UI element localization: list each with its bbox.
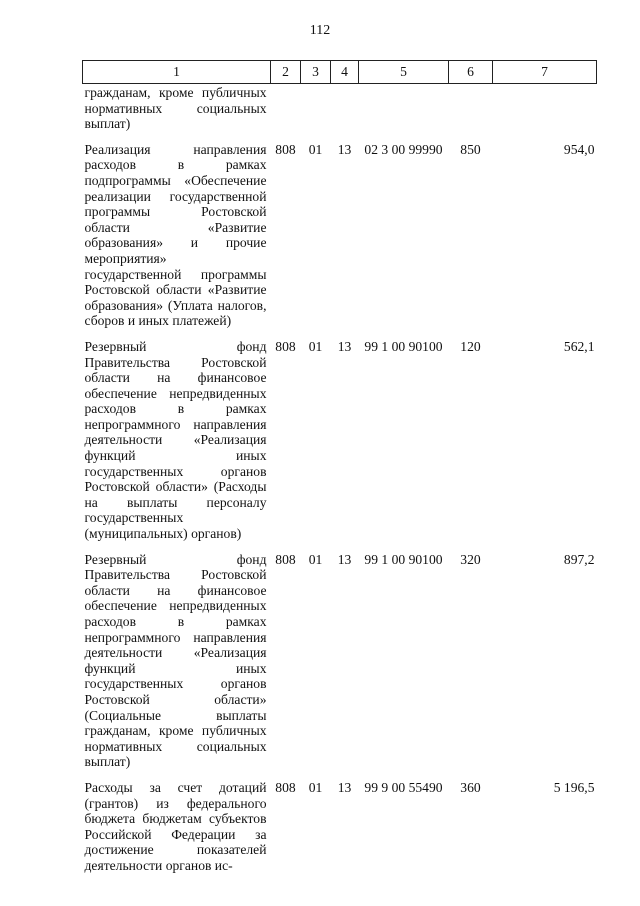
row-ministry-code: 808 [275,338,296,354]
row-section-code: 01 [308,338,323,354]
table-header [83,61,597,84]
header-col-3: 3 [301,61,331,84]
row-ministry-code: 808 [275,551,296,567]
header-col-7: 7 [493,61,597,84]
row-subsection-code: 13 [337,141,352,157]
page-number: 112 [309,23,331,38]
row-target-article: 99 9 00 55490 [364,779,443,795]
row-description: Реализация направления расходов в рамках подпрограммы «Обеспечение реализации государственной программы Ростовской области «Развитие образования» и прочие мероприятия» государственной программы Ростовской области «Развитие образования» (Уплата налогов, сборов и иных платежей) [84,141,267,329]
table-row [83,770,597,874]
header-col-1: 1 [83,61,271,84]
header-col-5: 5 [359,61,449,84]
row-description: Резервный фонд Правительства Ростовской области на финансовое обеспечение непредвиденных расходов в рамках непрограммного направления деятельности «Реализация функций иных государственных органов Ростовской области» (Социальные выплаты гражданам, кроме публичных нормативных социальных выплат) [84,551,267,770]
row-section-code: 01 [308,779,323,795]
table-row [83,132,597,329]
budget-table [82,60,597,874]
row-ministry-code: 808 [275,779,296,795]
row-amount: 562,1 [563,338,595,354]
table-row [83,542,597,770]
header-col-4: 4 [331,61,359,84]
row-expense-type: 360 [460,779,481,795]
row-ministry-code: 808 [275,141,296,157]
row-section-code: 01 [308,551,323,567]
row-target-article: 99 1 00 90100 [364,338,443,354]
row-target-article: 99 1 00 90100 [364,551,443,567]
row-amount: 897,2 [563,551,595,567]
row-description: гражданам, кроме публичных нормативных социальных выплат) [84,85,267,132]
table-row [83,329,597,542]
row-description: Резервный фонд Правительства Ростовской области на финансовое обеспечение непредвиденных расходов в рамках непрограммного направления деятельности «Реализация функций иных государственных органов Ростовской области» (Расходы на выплаты персоналу государственных (муниципальных) органов) [84,338,267,542]
row-expense-type: 320 [460,551,481,567]
row-description: Расходы за счет дотаций (грантов) из федерального бюджета бюджетам субъектов Российской Федерации за достижение показателей деятельности органов ис- [84,779,267,873]
row-expense-type: 120 [460,338,481,354]
table-row-continuation [83,84,597,132]
header-col-2: 2 [271,61,301,84]
row-expense-type: 850 [460,141,481,157]
row-subsection-code: 13 [337,779,352,795]
header-col-6: 6 [449,61,493,84]
row-target-article: 02 3 00 99990 [364,141,443,157]
row-subsection-code: 13 [337,338,352,354]
row-subsection-code: 13 [337,551,352,567]
row-section-code: 01 [308,141,323,157]
row-amount: 954,0 [563,141,595,157]
row-amount: 5 196,5 [553,779,595,795]
